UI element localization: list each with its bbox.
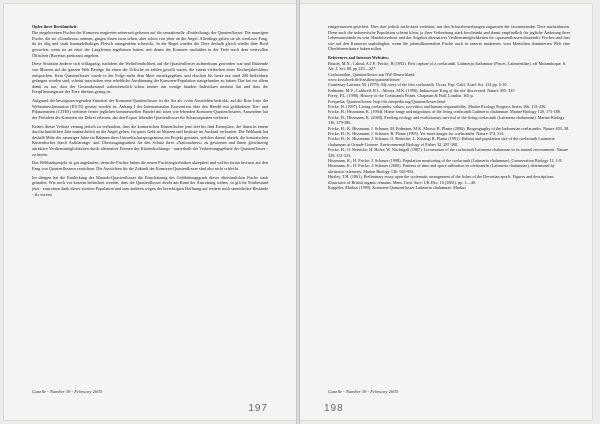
left-paragraph-5: Das Weltbankprojekt ist gut angelaufen, denn die Fischer haben die neuen Fischfangtechniken akzeptiert und wollen fortan bewusst auf den Fang von Quastenflossern verzichten. Die Aussichten für die Zukunft der Komoren-Quastenflosser sind also nicht schlecht. — [32, 160, 268, 171]
reference-item: Hissmann, K.; H. Fricke; J. Schauer (2000). Patterns of time and space utilisation in coelacanths (Latimeria chalumnae), determined by ultrasonic telemetry. Marine Biology 136: 943-952. — [328, 163, 555, 174]
reference-item: Coelacanthus_Quastenflosser aus NW-Deutschland — [328, 71, 415, 77]
right-page-number: 198 — [324, 403, 344, 414]
reference-item: Fricke, H.; K. Hissmann, J. Schauer; R. Plante (1995). Yet more danger for coelacanths. Nature 374, 314. — [328, 131, 505, 137]
reference-item: Freepedia, Quastenflosser. http://de.freepedia.org/Quastenflosser.html — [328, 98, 446, 104]
left-footer: Gazelle - Number 38 - February 2005 — [32, 389, 102, 394]
left-paragraph-3: Aufgrund der besorgniserregenden Situation der Komoren-Quastenflosser ist die Art als «vom Aussterben bedroht» auf die Rote Liste der Weltnaturschutzunion (IUCN) gesetzt worden ist. Anhang I der Internationalen Konvention über den Handel mit gefährdeten Tier- und Pflanzenarten (CITES) verbieter ferner jeglichen kommerziellen Handel mit toten wie lebenden Komoren-Quastenflossern. Ausserdem hat der Präsident der Komoren ein Dekret erlassen, das den Export lebender Quastenflosser für Schausaquarien verbietet. — [32, 98, 268, 120]
left-page — [4, 4, 296, 420]
reference-item: Fricke, H.; K. Hissmann, J. Schauer, M. Erdmann, M.K. Moosa; R. Plante (2000). Biogeography of the Indonesian coelacanths. Nature 403, 38. — [328, 125, 570, 131]
reference-item: Kappeler, Markus (1999). Komoren-Quastenflosser Latimeria chalumnae. Markus — [328, 185, 466, 191]
reference-item: Fricke, H.; Hissmann, K. (2000). Feeding ecology and evolutionary survival of the living coelacanth (Latimeria chalumnae). Marine Biology 136, 379-386. — [328, 114, 565, 126]
references-title: References and Internet Websites: — [328, 55, 390, 61]
reference-item: Erdmann, M.V.; Caldwell, R.L.; Moosa, M.K. (1998). Indonesian 'King of the sea' discovered. Nature 395: 335. — [328, 87, 516, 93]
left-page-content — [32, 24, 268, 364]
left-paragraph-2: Diese Situation änderte sich schlagartig, nachdem die Weltöffentlichkeit auf die Quastenflosser aufmerksam geworden war und Dutzende von Museen auf der ganzen Welt Beträge für einen der Urfische zu zahlen gewillt waren, die einem vielfachen eines Fischerjahreslohns entsprachen. Kein Quastenflosser wurde in der Folge mehr dem Meer zurückgegeben, und obschon bis heute nur rund 200 Individuen gefangen worden sind, scheint inzwischen eine erhebliche Ausdünnung der Komoren-Population stattgefunden zu haben: Das hat vor allem damit zu tun, dass der Gesamtbestand wahrscheinlich schon immer nur wenige hundert Individuen umfasst hat und dass die Fortpflanzungsrate der Tiere überaus gering ist. — [32, 61, 268, 95]
right-page — [300, 4, 592, 420]
section-heading: Opfer ihrer Berühmtheit: — [32, 24, 78, 29]
references-list — [328, 61, 570, 191]
right-page-content — [328, 24, 570, 364]
reference-item: Fricke, H.; O. Reinicke; H. Hofer; W. Nachtigall (1987). Locomotion of the coelacanth Latimeria chalumnae in its natural environment. Nature 329, 331-333. — [328, 147, 569, 158]
reference-item: Forey, P.L. (1998). History of the Coelacanth Fishes. Chapman & Hall, London. 365 p. — [328, 93, 474, 99]
reference-item: Fricke, H.; Hissmann, K. (1994). Home range and migrations of the living coelacanth Latimeria chalumnae. Marine Biology 120, 171-180. — [328, 109, 562, 115]
reference-item: Huxley, T.H. (1861). Preliminary essay upon the systematic arrangement of the fishes of the Devonian epoch. Figures and descriptions illustrative of British organic remains. Mem. Geol. Surv. UK Dec. 10 (1861). pp. 1—40. — [328, 174, 554, 185]
reference-item: www.fossilweb.de/fossilien/quastenflosser/ — [328, 76, 401, 82]
left-paragraph-1: Die eingeborenen Fischer der Komoren reagierten seinerzeit gelassen auf die sensationelle «Entdeckung» der Quastenflosser. Die munsigen Fische, die sie «Gombessa» nennen, gingen ihnen zwar selten, aber schon von jeher an die Angel. Allerdings gelten sie als wertloser Fang, da sie ölig und stark haarnadelhaltiges Fleisch unangenehm schmeckt. In der Regel wurden die Tiere deshalb gleich wieder über Bord geworfen, wenn sie an einer der Langleinen angebissen hatten, mit denen die Komorer nachtüber in der Tiefe nach dem wertvollen Ölfischen (Ruvettus pretiosus) angelten. — [32, 30, 268, 58]
reference-item: Bruton, M.N.; Cabral, A.J.P.; Fricke, H (1992). First capture of a coelacanth, Latimeria chalumnae (Pisces, Latimeriidae), off Mozambique. S. Afr. J. Sci. 88, pp 225—227. — [328, 60, 567, 72]
left-paragraph-6: Im übrigen hat die Entdeckung der Manado-Quastenflosser die Einschätzung des Gefährdungsgrads dieser altertümlichen Fische stark geändert. Wie noch vor kurzem befürchtet worden, dass die Quastenflosser direkt am Rand der Ausrottung stehen, so gilt ihr Fortbestand jetzt - zum einen dank dieser zweiten Population und zum anderen wegen der berechtigten Hoffnung auf weitere noch unentdeckte Bestände - als vorerst — [32, 174, 268, 197]
left-paragraph-4: Keines dieser Verbote vermag jedoch zu verhindern, dass die komorischen Küstenfischer jene drei bis fünf Exemplare, die ihnen in einem durchschnittlichen Jahr unabsichtlich an die Angel gehen, für gutes Geld an Museen und Institute im Ausland verkaufen. Die Weltbank hat deshalb Mitte der neunziger Jahre im Rahmen ihres Umweltschutzprogramms ein Projekt gestartet, welches darauf abzielt, die komorischen Küstenfischer durch Aufklärungs- und Überzeugungsarbeit für den Schutz ihres «Nationaltiers» zu gewinnen und ihnen gleichzeitig attraktive Verdienstmöglichkeiten durch alternative Formen des Küstenfischfangs - ausserhalb der Verbreitungsgebiete der Quastenflosser - zu bieten. — [32, 123, 268, 157]
reference-item: Fricke, H. (1997). Living coelacanths: values, eco-ethics and human responsibility. Marine Ecology Progress Series 166, 231-236. — [328, 104, 547, 109]
right-footer: Gazelle - Number 38 - February 2005 — [328, 389, 398, 394]
reference-item: Hissmann, K.; H. Fricke; J. Schauer (1998). Population monitoring of the coelacanth (Latimeria chalumnae). Conservation Biology 12, 1-8. — [328, 158, 563, 164]
right-intro-paragraph: einigermassen gesichert. Dies darf jedoch nicht dazu verleiten, mit den Schutzbestrebungen zugunsten der faszinierenden Tiere nachzulassen. Denn auch die indonesische Population scheint klein, ja ihrer Verbreitung stark beschränkt und damit empfindlich für jegliche Änderung ihrer Lebensumstände zu sein. Handelsverbote und das Angebot alternativer Verdienstmöglichkeiten für «quastenflosserschonende» Fischer sind hier wie auf den Komoren unabdingbar, wenn die jahrmillionenalten Fische auch in unserer modernen, vom Menschen dominierten Welt eine Überlebenschance haben sollen. — [328, 24, 570, 52]
left-page-number: 197 — [248, 403, 268, 414]
reference-item: Courtenay-Latimer, M. (1979). My story of the first coelacanth. Occas. Pap. Calif. Acad. Sci. 134 pp. 6-10. — [328, 82, 508, 88]
reference-item: Fricke, H.; K. Hissmann; J. Schauer, O. Reinicke; L. Kasang; R. Plante (1991). Habitat and population size of the coelacanth Latimeria chalumnae at Grande Comore. Environmental Biology of Fishes 32, 287-300. — [328, 136, 555, 147]
